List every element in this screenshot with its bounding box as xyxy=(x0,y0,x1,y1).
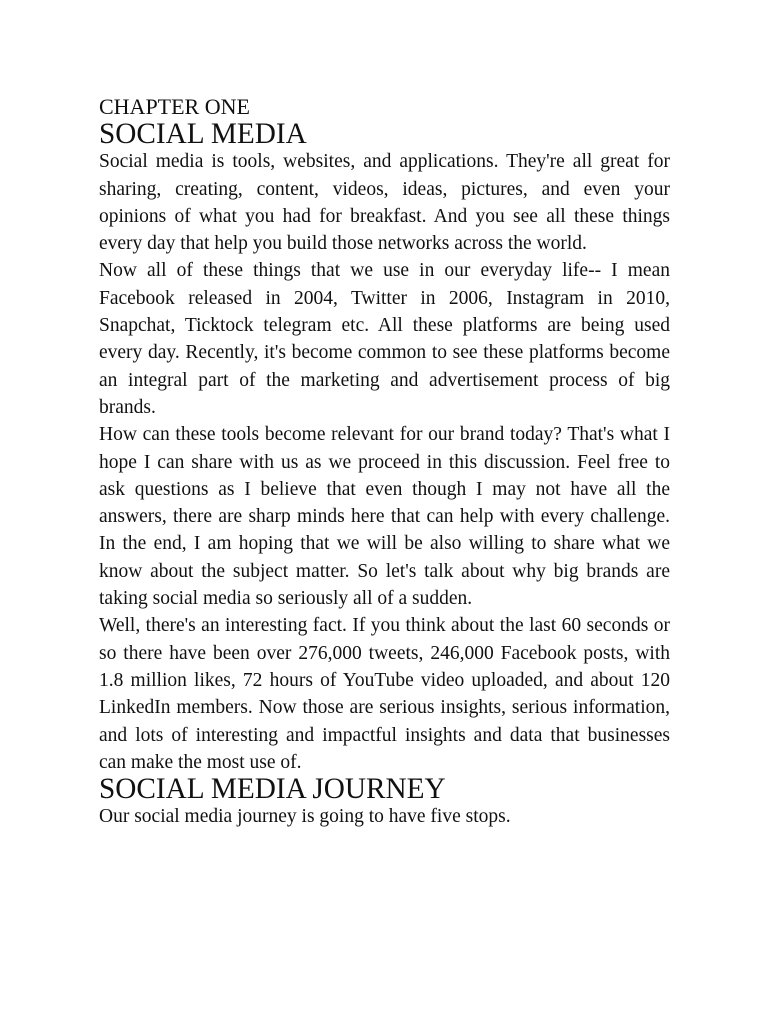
paragraph-3: How can these tools become relevant for our brand today? That's what I hope I can share with us as we proceed in this discussion. Feel free to ask questions as I believe that even though I may not have all the answers, there are sharp minds here that can help with every challenge. In the end, I am hoping that we will be also willing to share what we know about the subject matter. So let's talk about why big brands are taking social media so seriously all of a sudden. xyxy=(99,424,670,610)
paragraph-2: Now all of these things that we use in our everyday life-- I mean Facebook released in 2004, Twitter in 2006, Instagram in 2010, Snapchat, Ticktock telegram etc. All these platforms are being used every day. Recently, it's become common to see these platforms become an integral part of the marketing and advertisement process of big brands. xyxy=(99,260,670,418)
section-heading-social-media: SOCIAL MEDIA xyxy=(99,118,307,150)
section-heading-social-media-journey: SOCIAL MEDIA JOURNEY xyxy=(99,773,446,806)
paragraph-4: Well, there's an interesting fact. If you think about the last 60 seconds or so there have been over 276,000 tweets, 246,000 Facebook posts, with 1.8 million likes, 72 hours of YouTube video uploaded, and about 120 LinkedIn members. Now those are serious insights, serious information, and lots of interesting and impactful insights and data that businesses can make the most use of. xyxy=(99,615,670,773)
closing-paragraph: Our social media journey is going to have five stops. xyxy=(99,806,511,828)
document-page xyxy=(99,93,670,831)
chapter-title: CHAPTER ONE xyxy=(99,94,250,119)
paragraph-1: Social media is tools, websites, and applications. They're all great for sharing, creating, content, videos, ideas, pictures, and even your opinions of what you had for breakfast. And you see all these things every day that help you build those networks across the world. xyxy=(99,151,670,255)
